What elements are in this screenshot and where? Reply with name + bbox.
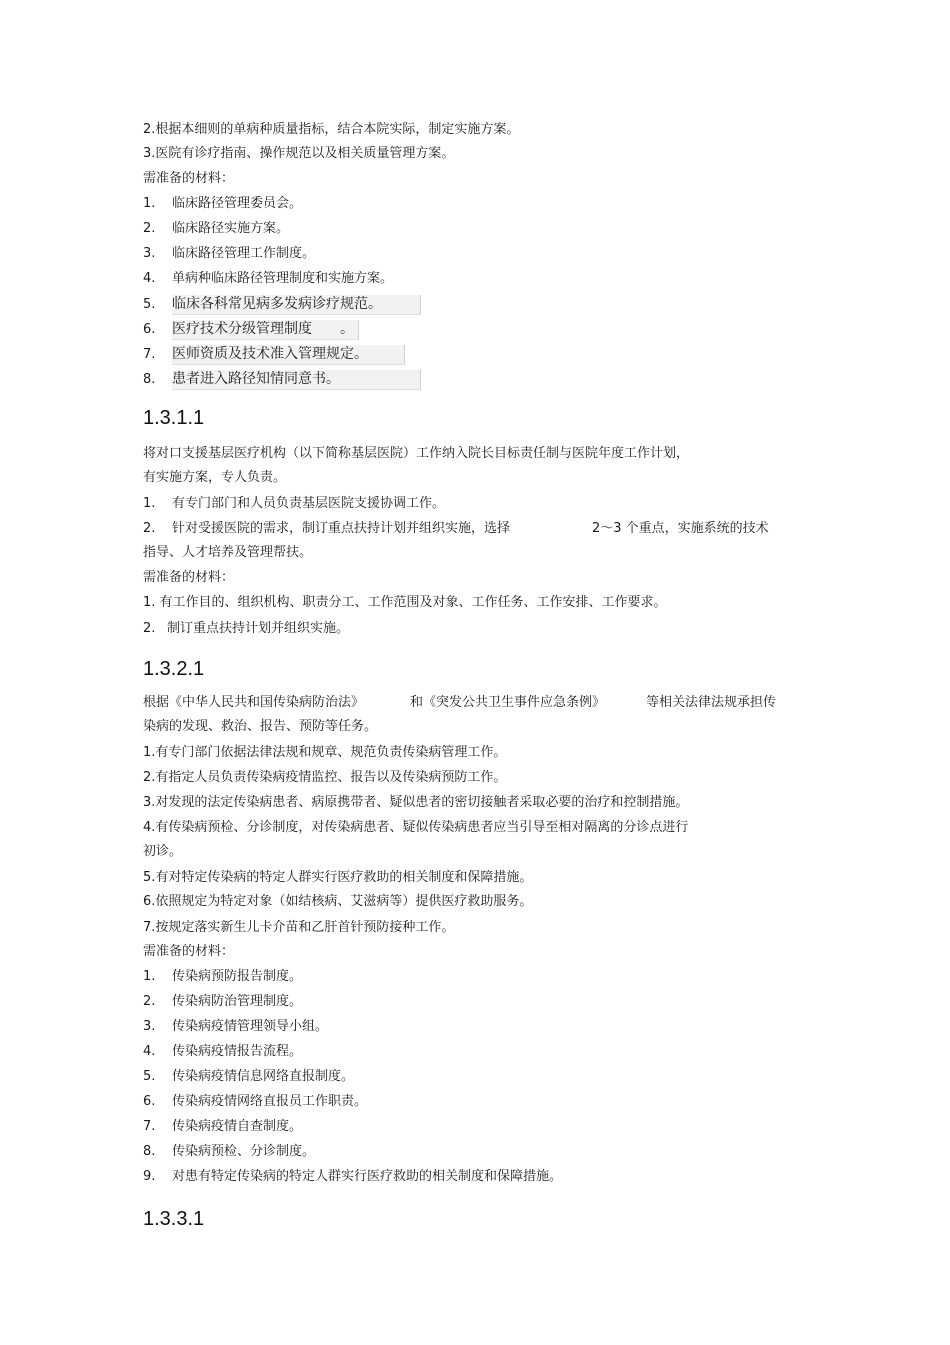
- list-item: [143, 271, 393, 287]
- list-number: 5.: [143, 297, 156, 312]
- list-number: 8.: [143, 372, 156, 387]
- text-segment: 根据《中华人民共和国传染病防治法》: [143, 695, 365, 710]
- list-text-continued: 2～3 个重点，实施系统的技术: [592, 521, 769, 536]
- materials-label: 需准备的材料：: [143, 171, 235, 186]
- list-item: [143, 246, 315, 262]
- list-item: [143, 196, 302, 212]
- list-item: [143, 1019, 328, 1035]
- list-number: 6.: [143, 322, 156, 337]
- list-item: [143, 320, 359, 340]
- list-text: 传染病疫情报告流程。: [172, 1044, 303, 1059]
- list-item: [143, 621, 349, 637]
- list-number: 1.: [143, 969, 156, 984]
- list-number: 7.: [143, 347, 156, 362]
- text-line: 1.有专门部门依据法律法规和规章、规范负责传染病管理工作。: [143, 745, 507, 760]
- text-line: 染病的发现、救治、报告、预防等任务。: [143, 719, 378, 734]
- list-text: 传染病防治管理制度。: [172, 994, 303, 1009]
- text-line: [143, 695, 776, 711]
- list-text: 传染病预检、分诊制度。: [172, 1144, 316, 1159]
- list-text: 传染病疫情管理领导小组。: [172, 1019, 329, 1034]
- list-number: 4.: [143, 1044, 156, 1059]
- text-line: 3.医院有诊疗指南、操作规范以及相关质量管理方案。: [143, 146, 455, 161]
- list-item: [143, 969, 302, 985]
- text-line: 3.对发现的法定传染病患者、病原携带者、疑似患者的密切接触者采取必要的治疗和控制措施。: [143, 795, 689, 810]
- list-text: 传染病疫情信息网络直报制度。: [172, 1069, 355, 1084]
- text-line: 指导、人才培养及管理帮扶。: [143, 545, 313, 560]
- text-line: 2.根据本细则的单病种质量指标，结合本院实际，制定实施方案。: [143, 122, 520, 137]
- list-item: [143, 1144, 315, 1160]
- list-number: 1.: [143, 496, 156, 511]
- text-segment: 和《突发公共卫生事件应急条例》: [410, 695, 606, 710]
- list-item: [143, 370, 421, 390]
- materials-label: 需准备的材料：: [143, 944, 235, 959]
- list-text: 有专门部门和人员负责基层医院支援协调工作。: [172, 496, 446, 511]
- list-text: 制订重点扶持计划并组织实施。: [167, 621, 350, 636]
- text-line: 将对口支援基层医疗机构（以下简称基层医院）工作纳入院长目标责任制与医院年度工作计划，: [143, 446, 690, 461]
- list-text: 临床路径管理委员会。: [172, 196, 303, 211]
- text-line: 1. 有工作目的、组织机构、职责分工、工作范围及对象、工作任务、工作安排、工作要求。: [143, 595, 667, 610]
- list-text: 医疗技术分级管理制度 。: [172, 320, 359, 340]
- text-line: 初诊。: [143, 844, 183, 859]
- list-text: 患者进入路径知情同意书。: [172, 370, 421, 390]
- list-number: 2.: [143, 994, 156, 1009]
- list-item: [143, 345, 405, 365]
- list-number: 6.: [143, 1094, 156, 1109]
- text-line: 2.有指定人员负责传染病疫情监控、报告以及传染病预防工作。: [143, 770, 507, 785]
- list-text: 临床各科常见病多发病诊疗规范。: [172, 295, 421, 315]
- list-item: [143, 295, 421, 315]
- list-number: 8.: [143, 1144, 156, 1159]
- text-segment: 等相关法律法规承担传: [646, 695, 777, 710]
- list-item: [143, 1169, 562, 1185]
- list-item: [143, 1119, 302, 1135]
- list-item: [143, 1044, 302, 1060]
- section-heading: 1.3.2.1: [143, 658, 205, 680]
- materials-label: 需准备的材料：: [143, 570, 235, 585]
- text-line: 6.依照规定为特定对象（如结核病、艾滋病等）提供医疗救助服务。: [143, 894, 533, 909]
- list-item: [143, 221, 289, 237]
- section-heading: 1.3.3.1: [143, 1208, 205, 1230]
- list-item: [143, 1094, 367, 1110]
- list-text: 传染病预防报告制度。: [172, 969, 303, 984]
- list-text: 对患有特定传染病的特定人群实行医疗救助的相关制度和保障措施。: [172, 1169, 563, 1184]
- list-number: 4.: [143, 271, 156, 286]
- text-line: 5.有对特定传染病的特定人群实行医疗救助的相关制度和保障措施。: [143, 870, 533, 885]
- list-text: 临床路径实施方案。: [172, 221, 290, 236]
- list-item: [143, 994, 302, 1010]
- list-number: 9.: [143, 1169, 156, 1184]
- section-heading: 1.3.1.1: [143, 407, 205, 429]
- list-text: 针对受援医院的需求，制订重点扶持计划并组织实施，选择: [172, 521, 511, 536]
- list-text: 传染病疫情网络直报员工作职责。: [172, 1094, 368, 1109]
- list-text: 临床路径管理工作制度。: [172, 246, 316, 261]
- list-number: 5.: [143, 1069, 156, 1084]
- list-number: 3.: [143, 246, 156, 261]
- list-text: 医师资质及技术准入管理规定。: [172, 345, 405, 365]
- list-item: [143, 521, 769, 537]
- list-item: [143, 1069, 354, 1085]
- list-number: 7.: [143, 1119, 156, 1134]
- list-text: 单病种临床路径管理制度和实施方案。: [172, 271, 394, 286]
- text-line: 7.按规定落实新生儿卡介苗和乙肝首针预防接种工作。: [143, 920, 455, 935]
- list-number: 2.: [143, 521, 156, 536]
- text-line: 有实施方案，专人负责。: [143, 470, 287, 485]
- list-number: 2.: [143, 221, 156, 236]
- list-text: 传染病疫情自查制度。: [172, 1119, 303, 1134]
- list-number: 3.: [143, 1019, 156, 1034]
- list-item: [143, 496, 445, 512]
- text-line: 4.有传染病预检、分诊制度，对传染病患者、疑似传染病患者应当引导至相对隔离的分诊点进行: [143, 820, 689, 835]
- list-number: 1.: [143, 196, 156, 211]
- list-number: 2.: [143, 621, 156, 636]
